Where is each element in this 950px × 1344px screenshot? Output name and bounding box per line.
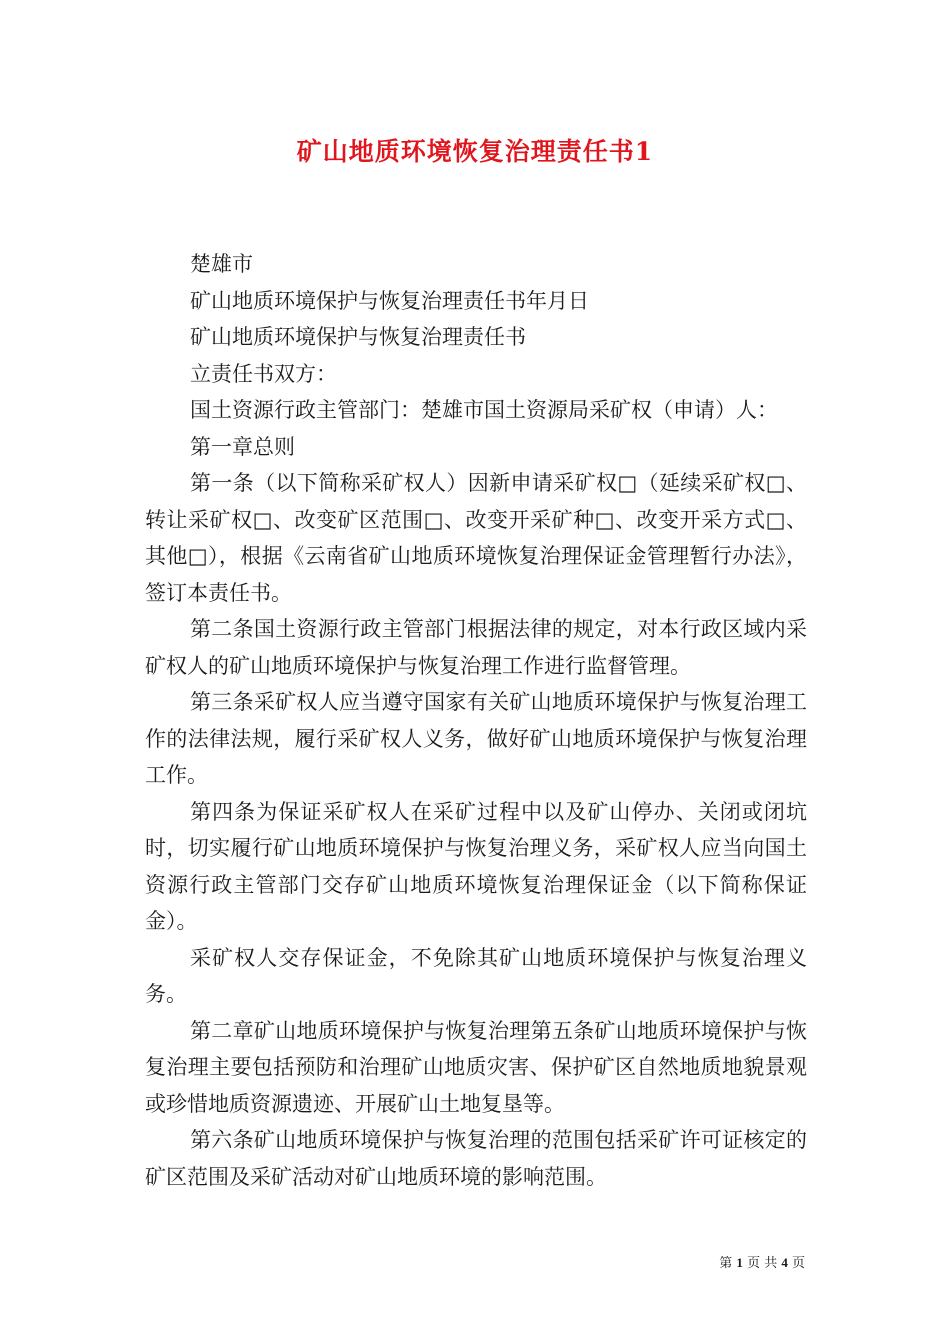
header-line-title-date: 矿山地质环境保护与恢复治理责任书年月日 bbox=[190, 288, 589, 313]
article-4-note: 采矿权人交存保证金，不免除其矿山地质环境保护与恢复治理义务。 bbox=[145, 945, 807, 1006]
footer-page-number: 1 bbox=[736, 1255, 743, 1270]
header-line-city: 楚雄市 bbox=[190, 252, 253, 276]
header-line-title: 矿山地质环境保护与恢复治理责任书 bbox=[190, 325, 526, 349]
article-3: 第三条采矿权人应当遵守国家有关矿山地质环境保护与恢复治理工作的法律法规，履行采矿权人义务，做好矿山地质环境保护与恢复治理工作。 bbox=[145, 690, 807, 787]
article-1: 第一条（以下简称采矿权人）因新申请采矿权□（延续采矿权□、转让采矿权□、改变矿区范围□、改变开采矿种□、改变开采方式□、其他□），根据《云南省矿山地质环境恢复治理保证金管理暂行办法》，签订本责任书。 bbox=[145, 471, 807, 605]
footer-total-pages: 4 bbox=[781, 1255, 788, 1270]
page-footer bbox=[719, 1252, 805, 1271]
header-line-authority: 国土资源行政主管部门：楚雄市国土资源局采矿权（申请）人： bbox=[190, 398, 778, 422]
footer-suffix: 页 bbox=[791, 1256, 805, 1271]
header-line-parties: 立责任书双方： bbox=[190, 361, 337, 386]
article-2: 第二条国土资源行政主管部门根据法律的规定，对本行政区域内采矿权人的矿山地质环境保护与恢复治理工作进行监督管理。 bbox=[145, 617, 807, 678]
article-4: 第四条为保证采矿权人在采矿过程中以及矿山停办、关闭或闭坑时，切实履行矿山地质环境保护与恢复治理义务，采矿权人应当向国土资源行政主管部门交存矿山地质环境恢复治理保证金（以下简称保证金）。 bbox=[145, 799, 807, 933]
article-6: 第六条矿山地质环境保护与恢复治理的范围包括采矿许可证核定的矿区范围及采矿活动对矿山地质环境的影响范围。 bbox=[145, 1128, 807, 1189]
chapter-heading: 第一章总则 bbox=[190, 434, 295, 459]
footer-middle: 页 共 bbox=[747, 1256, 778, 1271]
footer-prefix: 第 bbox=[719, 1256, 733, 1271]
article-5: 第二章矿山地质环境保护与恢复治理第五条矿山地质环境保护与恢复治理主要包括预防和治理矿山地质灾害、保护矿区自然地质地貌景观或珍惜地质资源遗迹、开展矿山土地复垦等。 bbox=[145, 1018, 807, 1116]
document-title: 矿山地质环境恢复治理责任书1 bbox=[296, 137, 654, 166]
document-body bbox=[145, 246, 807, 1195]
